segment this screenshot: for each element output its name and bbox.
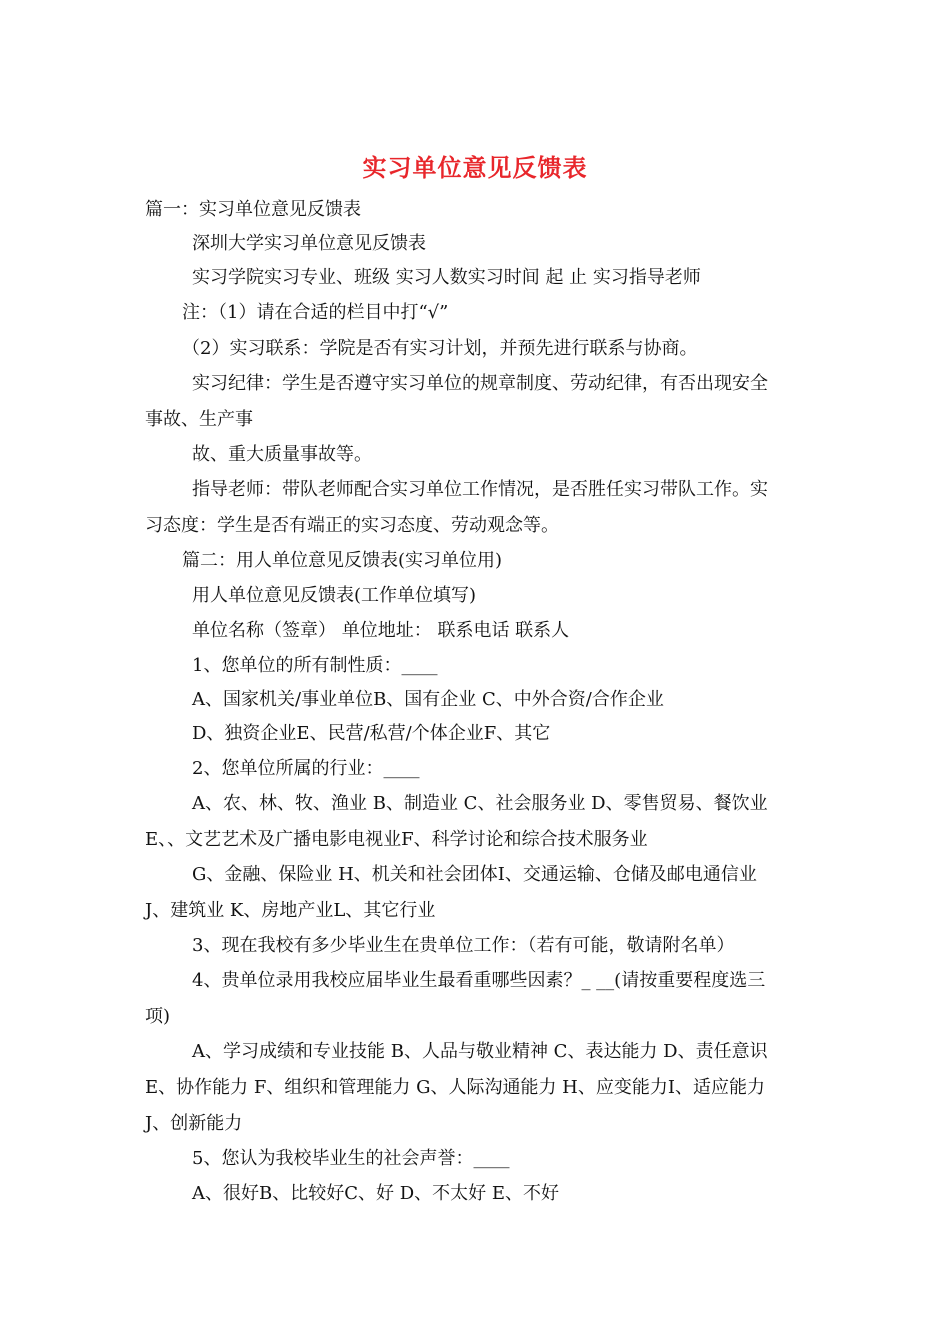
text-line: （2）实习联系：学院是否有实习计划，并预先进行联系与协商。 — [182, 338, 698, 359]
text-line: 2、您单位所属的行业：____ — [192, 758, 420, 779]
text-line: J、创新能力 — [145, 1113, 243, 1134]
text-line: 3、现在我校有多少毕业生在贵单位工作：（若有可能，敬请附名单） — [192, 935, 735, 956]
text-line: 实习纪律：学生是否遵守实习单位的规章制度、劳动纪律，有否出现安全 — [192, 373, 768, 394]
text-line: 故、重大质量事故等。 — [192, 444, 372, 465]
text-line: 习态度：学生是否有端正的实习态度、劳动观念等。 — [145, 515, 559, 536]
text-line: 5、您认为我校毕业生的社会声誉：____ — [192, 1148, 510, 1169]
text-line: A、学习成绩和专业技能 B、人品与敬业精神 C、表达能力 D、责任意识 — [192, 1041, 768, 1062]
text-line: D、独资企业E、民营/私营/个体企业F、其它 — [192, 723, 551, 744]
text-line: 指导老师：带队老师配合实习单位工作情况，是否胜任实习带队工作。实 — [192, 479, 768, 500]
text-line: G、金融、保险业 H、机关和社会团体I、交通运输、仓储及邮电通信业 — [192, 864, 757, 885]
text-line: 注：（1）请在合适的栏目中打“√” — [182, 302, 449, 323]
document-title: 实习单位意见反馈表 — [362, 153, 588, 182]
text-line: 实习学院实习专业、班级 实习人数实习时间 起 止 实习指导老师 — [192, 267, 701, 288]
text-line: 1、您单位的所有制性质：____ — [192, 655, 438, 676]
text-line: E、协作能力 F、组织和管理能力 G、人际沟通能力 H、应变能力I、适应能力 — [145, 1077, 765, 1098]
text-line: A、国家机关/事业单位B、国有企业 C、中外合资/合作企业 — [192, 689, 664, 710]
text-line: 用人单位意见反馈表(工作单位填写) — [192, 585, 477, 606]
text-line: 深圳大学实习单位意见反馈表 — [192, 233, 426, 254]
text-line: A、很好B、比较好C、好 D、不太好 E、不好 — [192, 1183, 560, 1204]
text-line: 篇一：实习单位意见反馈表 — [145, 199, 361, 220]
text-line: 项) — [145, 1006, 171, 1027]
text-line: A、农、林、牧、渔业 B、制造业 C、社会服务业 D、零售贸易、餐饮业 — [192, 793, 768, 814]
text-line: 单位名称（签章） 单位地址： 联系电话 联系人 — [192, 620, 570, 641]
text-line: 事故、生产事 — [145, 409, 253, 430]
text-line: J、建筑业 K、房地产业L、其它行业 — [145, 900, 436, 921]
text-line: 4、贵单位录用我校应届毕业生最看重哪些因素？_ __(请按重要程度选三 — [192, 970, 766, 991]
text-line: E、、文艺艺术及广播电影电视业F、科学讨论和综合技术服务业 — [145, 829, 648, 850]
text-line: 篇二：用人单位意见反馈表(实习单位用) — [182, 550, 503, 571]
